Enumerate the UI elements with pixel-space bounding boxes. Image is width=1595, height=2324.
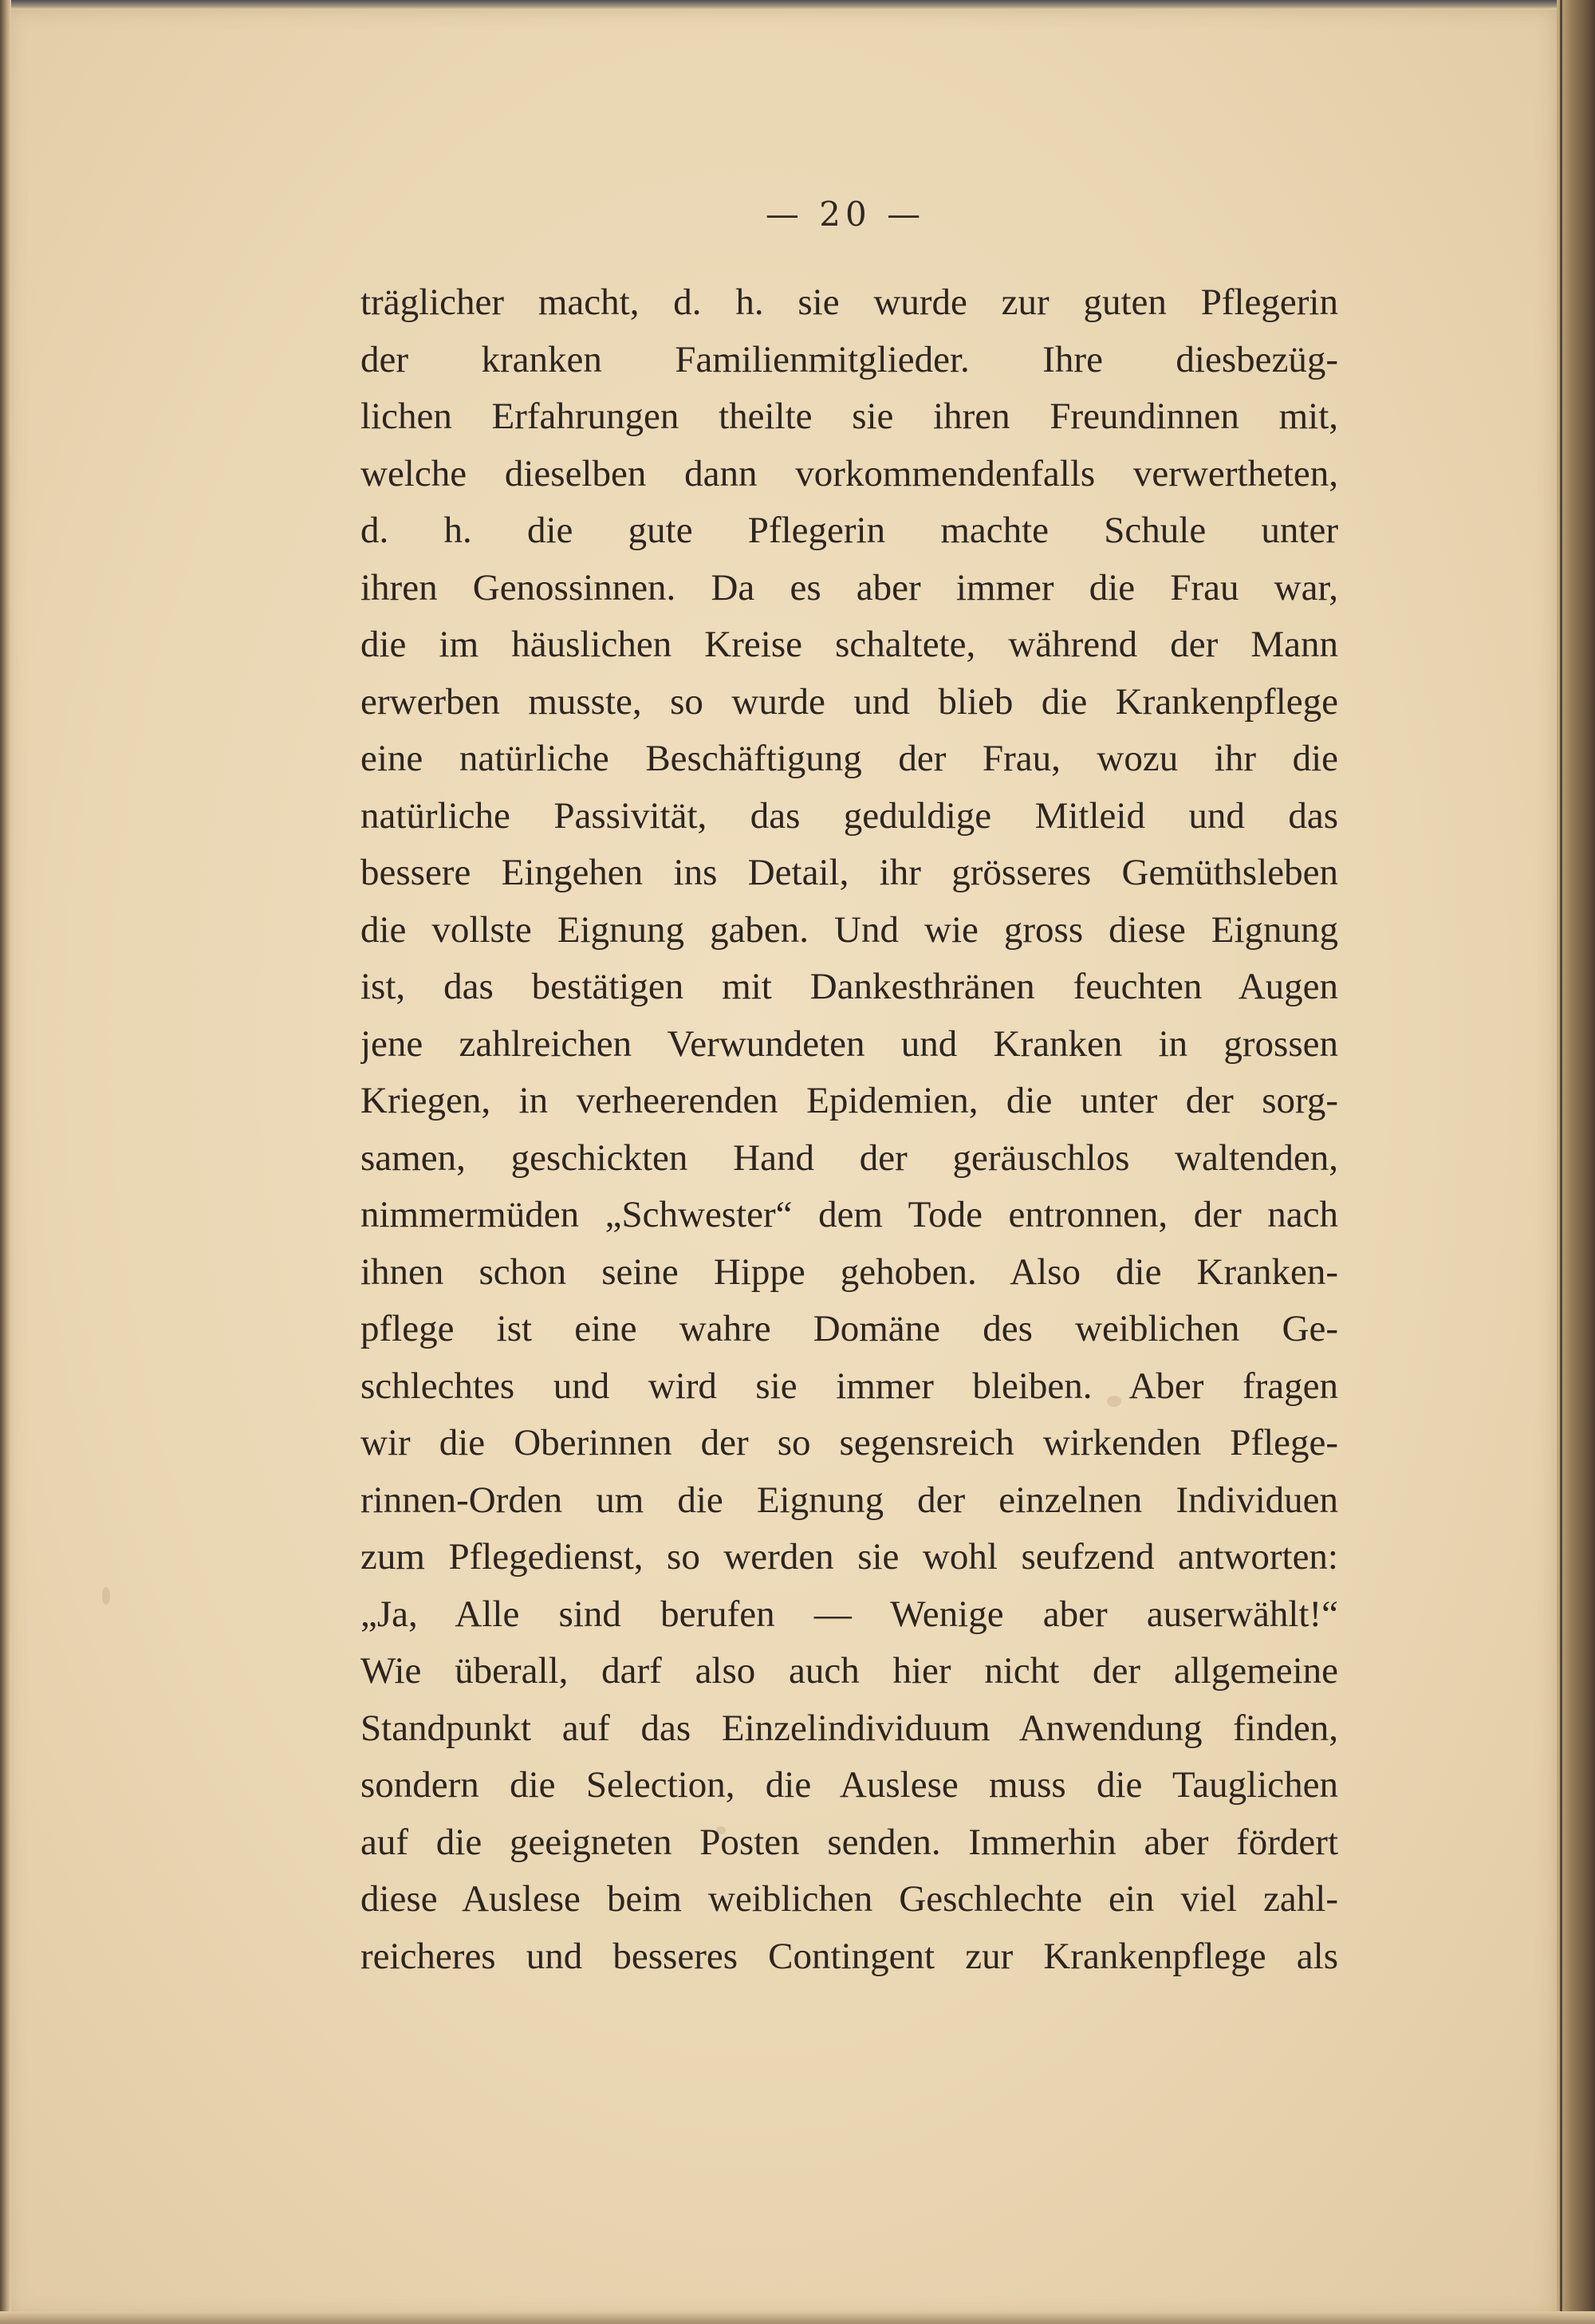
text-line: die im häuslichen Kreise schaltete, während der Mann [360, 624, 1338, 665]
text-line: nimmermüden „Schwester“ dem Tode entronnen, der nach [360, 1194, 1338, 1235]
text-line: lichen Erfahrungen theilte sie ihren Freundinnen mit, [360, 396, 1338, 437]
text-line: diese Auslese beim weiblichen Geschlechte ein viel zahl- [360, 1878, 1338, 1920]
text-line: Standpunkt auf das Einzelindividuum Anwendung finden, [360, 1707, 1338, 1749]
text-line: ist, das bestätigen mit Dankesthränen feuchten Augen [360, 966, 1338, 1007]
text-line: ihren Genossinnen. Da es aber immer die Frau war, [360, 566, 1338, 609]
text-line: reicheres und besseres Contingent zur Krankenpflege als [360, 1935, 1338, 1977]
book-binding-edge [1557, 0, 1595, 2324]
page-bottom-edge [0, 2311, 1595, 2324]
text-line: jene zahlreichen Verwundeten und Kranken in grossen [360, 1022, 1338, 1065]
text-line: wir die Oberinnen der so segensreich wirkenden Pflege- [360, 1422, 1338, 1463]
text-line: rinnen-Orden um die Eignung der einzelnen Individuen [360, 1479, 1338, 1521]
page-number: — 20 — [765, 195, 926, 234]
text-line: schlechtes und wird sie immer bleiben. Aber fragen [360, 1365, 1338, 1407]
paper-stain [102, 1587, 110, 1605]
text-line: natürliche Passivität, das geduldige Mitleid und das [360, 794, 1338, 837]
text-line: Kriegen, in verheerenden Epidemien, die unter der sorg- [360, 1080, 1338, 1121]
page-left-edge [0, 0, 11, 2324]
text-line: träglicher macht, d. h. sie wurde zur guten Pflegerin [360, 282, 1338, 323]
text-line: zum Pflegedienst, so werden sie wohl seufzend antworten: [360, 1536, 1338, 1578]
text-line: ihnen schon seine Hippe gehoben. Also die Kranken- [360, 1251, 1338, 1293]
page-top-edge [0, 0, 1595, 10]
text-line: Wie überall, darf also auch hier nicht der allgemeine [360, 1650, 1338, 1692]
body-text [360, 274, 1338, 1985]
text-line: der kranken Familienmitglieder. Ihre diesbezüg- [360, 338, 1338, 380]
text-line: d. h. die gute Pflegerin machte Schule unter [360, 510, 1338, 551]
text-line: „Ja, Alle sind berufen — Wenige aber auserwählt!“ [360, 1593, 1338, 1635]
text-line: pflege ist eine wahre Domäne des weiblichen Ge- [360, 1308, 1338, 1349]
text-line: samen, geschickten Hand der geräuschlos waltenden, [360, 1136, 1338, 1179]
text-line: welche dieselben dann vorkommendenfalls verwertheten, [360, 452, 1338, 494]
text-line: sondern die Selection, die Auslese muss die Tauglichen [360, 1764, 1338, 1806]
text-line: bessere Eingehen ins Detail, ihr grösseres Gemüthsleben [360, 852, 1338, 893]
text-line: erwerben musste, so wurde und blieb die Krankenpflege [360, 680, 1338, 723]
text-line: die vollste Eignung gaben. Und wie gross diese Eignung [360, 908, 1338, 951]
text-line: auf die geeigneten Posten senden. Immerhin aber fördert [360, 1821, 1338, 1863]
text-line: eine natürliche Beschäftigung der Frau, wozu ihr die [360, 738, 1338, 779]
